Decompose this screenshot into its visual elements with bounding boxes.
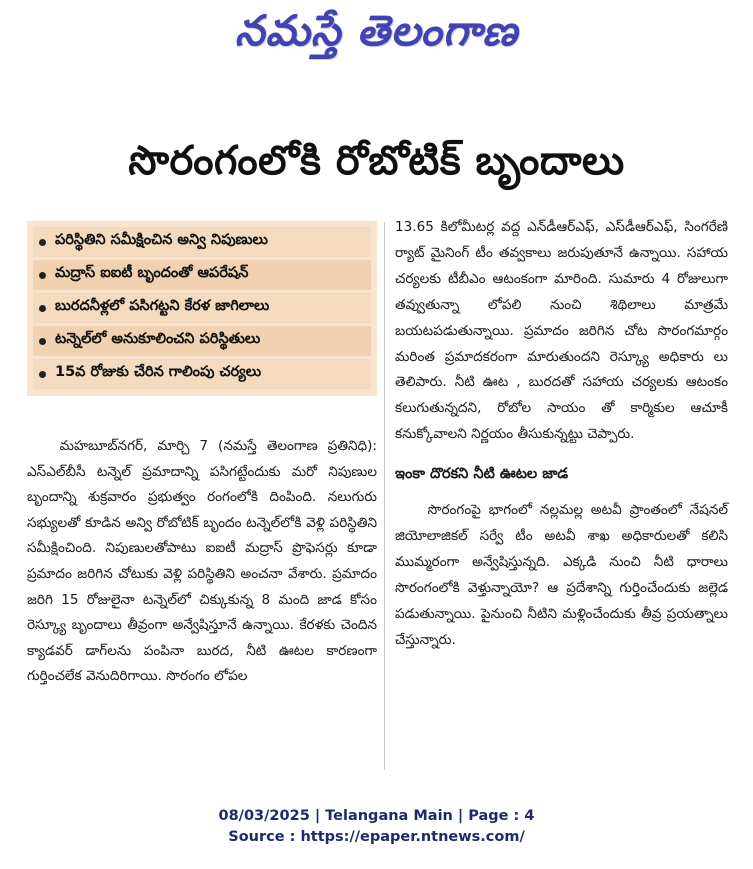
source-link[interactable]: Source : https://epaper.ntnews.com/ [228,829,525,845]
highlight-item [33,260,371,290]
article-left-column [27,434,377,690]
article-headline: సొరంగంలోకి రోబోటిక్ బృందాలు [128,138,625,184]
page-footer [0,806,753,848]
bullet-icon [39,272,46,279]
article-paragraph: 13.65 కిలోమీటర్ల వద్ద ఎన్‌డీఆర్‌ఎఫ్, ఎస్‌డీఆర్‌ఎఫ్, సింగరేణి ర్యాట్ మైనింగ్ టీం తవ్వకాలు జరుపుతూనే ఉన్నాయి. సహాయ చర్యలకు టీబీఎం ఆటంకంగా మారింది. సుమారు 4 రోజులుగా తవ్వుతున్నా లోపలి నుంచి శిథిలాలు మాత్రమే బయటపడుతున్నాయి. ప్రమాదం జరిగిన చోట సొరంగమార్గం మరింత ప్రమాదకరంగా మారుతుందని రెస్క్యూ అధికారు లు తెలిపారు. నీటి ఊట , బురదతో సహాయ చర్యలకు ఆటంకం కలుగుతున్నదని, రోబోల సాయం తో కార్మికుల ఆచూకీ కనుక్కోవాలని నిర్ణయం తీసుకున్నట్టు చెప్పారు. [395,219,728,443]
bullet-icon [39,239,46,246]
highlight-text: టన్నెల్‌లో అనుకూలించని పరిస్థితులు [55,331,261,347]
article-paragraph: సొరంగంపై భాగంలో నల్లమల్ల అటవీ ప్రాంతంలో నేషనల్ జియోలాజికల్ సర్వే టీం అటవీ శాఖ అధికారులతో కలిసి ముమ్మరంగా అన్వేషిస్తున్నది. ఎక్కడి నుంచి నీటి ధారాలు సొరంగంలోకి వెళ్తున్నాయో? ఆ ప్రదేశాన్ని గుర్తించేందుకు జల్లెడ పడుతున్నాయి. పైనుంచి నీటిని మళ్లించేందుకు తీవ్ర ప్రయత్నాలు చేస్తున్నారు. [395,502,728,648]
newspaper-masthead: నమస్తే తెలంగాణ [234,6,519,55]
highlight-item [33,227,371,257]
article-subheading: ఇంకా దొరకని నీటి ఊటల జాడ [395,466,569,483]
highlight-item [33,326,371,356]
bullet-icon [39,338,46,345]
highlight-text: మద్రాస్ ఐఐటీ బృందంతో ఆపరేషన్ [55,265,249,281]
highlight-item [33,359,371,389]
highlight-text: బురదనీళ్లలో పసిగట్టని కేరళ జాగిలాలు [55,298,270,314]
article-right-column [395,215,728,654]
edition-info: 08/03/2025 | Telangana Main | Page : 4 [218,808,535,824]
highlight-item [33,293,371,323]
highlight-text: పరిస్థితిని సమీక్షించిన అన్వి నిపుణులు [55,232,268,248]
bullet-icon [39,371,46,378]
highlight-text: 15వ రోజుకు చేరిన గాలింపు చర్యలు [55,364,262,380]
bullet-icon [39,305,46,312]
article-paragraph: మహబూబ్‌నగర్, మార్చి 7 (నమస్తే తెలంగాణ ప్రతినిధి): ఎస్‌ఎల్‌బీసీ టన్నెల్ ప్రమాదాన్ని పసిగట్టేందుకు మరో నిపుణుల బృందాన్ని శుక్రవారం ప్రభుత్వం రంగంలోకి దింపింది. నలుగురు సభ్యులతో కూడిన అన్వి రోబోటిక్ బృందం టన్నెల్‌లోకి వెళ్లి పరిస్థితిని సమీక్షించింది. నిపుణులతోపాటు ఐఐటీ మద్రాస్ ప్రొఫెసర్లు కూడా ప్రమాదం జరిగిన చోటుకు వెళ్లి పరిస్థితిని అంచనా వేశారు. ప్రమాదం జరిగి 15 రోజులైనా టన్నెల్‌లో చిక్కుకున్న 8 మంది జాడ కోసం రెస్క్యూ బృందాలు తీవ్రంగా అన్వేషిస్తూనే ఉన్నాయి. కేరళకు చెందిన క్యాడవర్ డాగ్‌లను పంపినా బురద, నీటి ఊటల కారణంగా గుర్తించలేక వెనుదిరిగాయి. సొరంగం లోపల [27,438,377,685]
highlights-box [27,221,377,396]
column-divider [384,222,385,770]
